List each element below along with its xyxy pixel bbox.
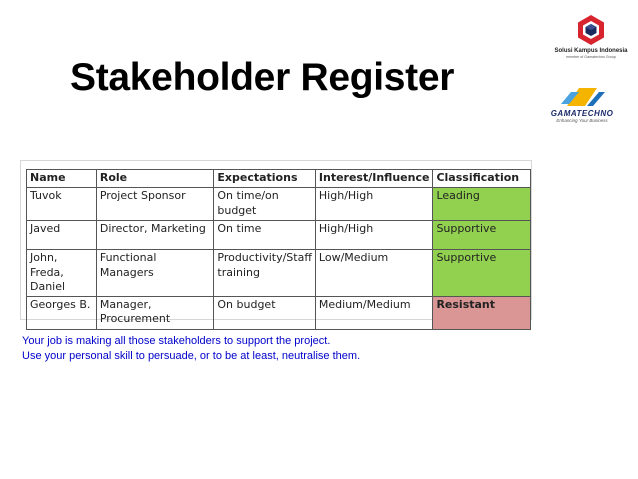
cell-name: Tuvok	[27, 188, 97, 221]
header-classification: Classification	[433, 170, 531, 188]
cell-classification: Leading	[433, 188, 531, 221]
cell-role: Manager, Procurement	[96, 296, 214, 329]
header-role: Role	[96, 170, 214, 188]
cell-name: John, Freda, Daniel	[27, 250, 97, 297]
table-row	[27, 250, 531, 297]
cell-expectations: On budget	[214, 296, 316, 329]
stakeholder-table	[26, 169, 531, 330]
header-name: Name	[27, 170, 97, 188]
cell-interest: High/High	[315, 188, 433, 221]
cell-expectations: On time/on budget	[214, 188, 316, 221]
logo2-tagline: Enhancing Your Business	[556, 118, 608, 123]
cell-classification: Resistant	[433, 296, 531, 329]
cell-expectations: Productivity/Staff training	[214, 250, 316, 297]
gamatechno-logo	[538, 84, 626, 123]
table-header-row	[27, 170, 531, 188]
note-line-2: Use your personal skill to persuade, or to be at least, neutralise them.	[22, 350, 361, 362]
cell-role: Director, Marketing	[96, 221, 214, 250]
cell-classification: Supportive	[433, 221, 531, 250]
cell-name: Georges B.	[27, 296, 97, 329]
slide-title: Stakeholder Register	[70, 56, 455, 99]
logo1-tagline: member of Gamatechno Group	[566, 55, 616, 59]
stakeholder-table-image	[20, 160, 532, 325]
header-expectations: Expectations	[214, 170, 316, 188]
logo2-name: GAMATECHNO	[550, 109, 614, 118]
header-interest-influence: Interest/Influence	[315, 170, 433, 188]
cell-role: Functional Managers	[96, 250, 214, 297]
gamatechno-swoosh-icon	[557, 84, 607, 108]
table-row	[27, 221, 531, 250]
note-line-1: Your job is making all those stakeholders to support the project.	[22, 335, 331, 347]
cell-expectations: On time	[214, 221, 316, 250]
solusi-kampus-logo	[548, 14, 634, 59]
cube-logo-icon	[577, 14, 605, 46]
cell-classification: Supportive	[433, 250, 531, 297]
table-row	[27, 188, 531, 221]
cell-interest: Medium/Medium	[315, 296, 433, 329]
cell-interest: High/High	[315, 221, 433, 250]
table-row	[27, 296, 531, 329]
cell-interest: Low/Medium	[315, 250, 433, 297]
cell-role: Project Sponsor	[96, 188, 214, 221]
logo1-name: Solusi Kampus Indonesia	[554, 48, 628, 54]
instruction-note	[22, 334, 360, 364]
cell-name: Javed	[27, 221, 97, 250]
